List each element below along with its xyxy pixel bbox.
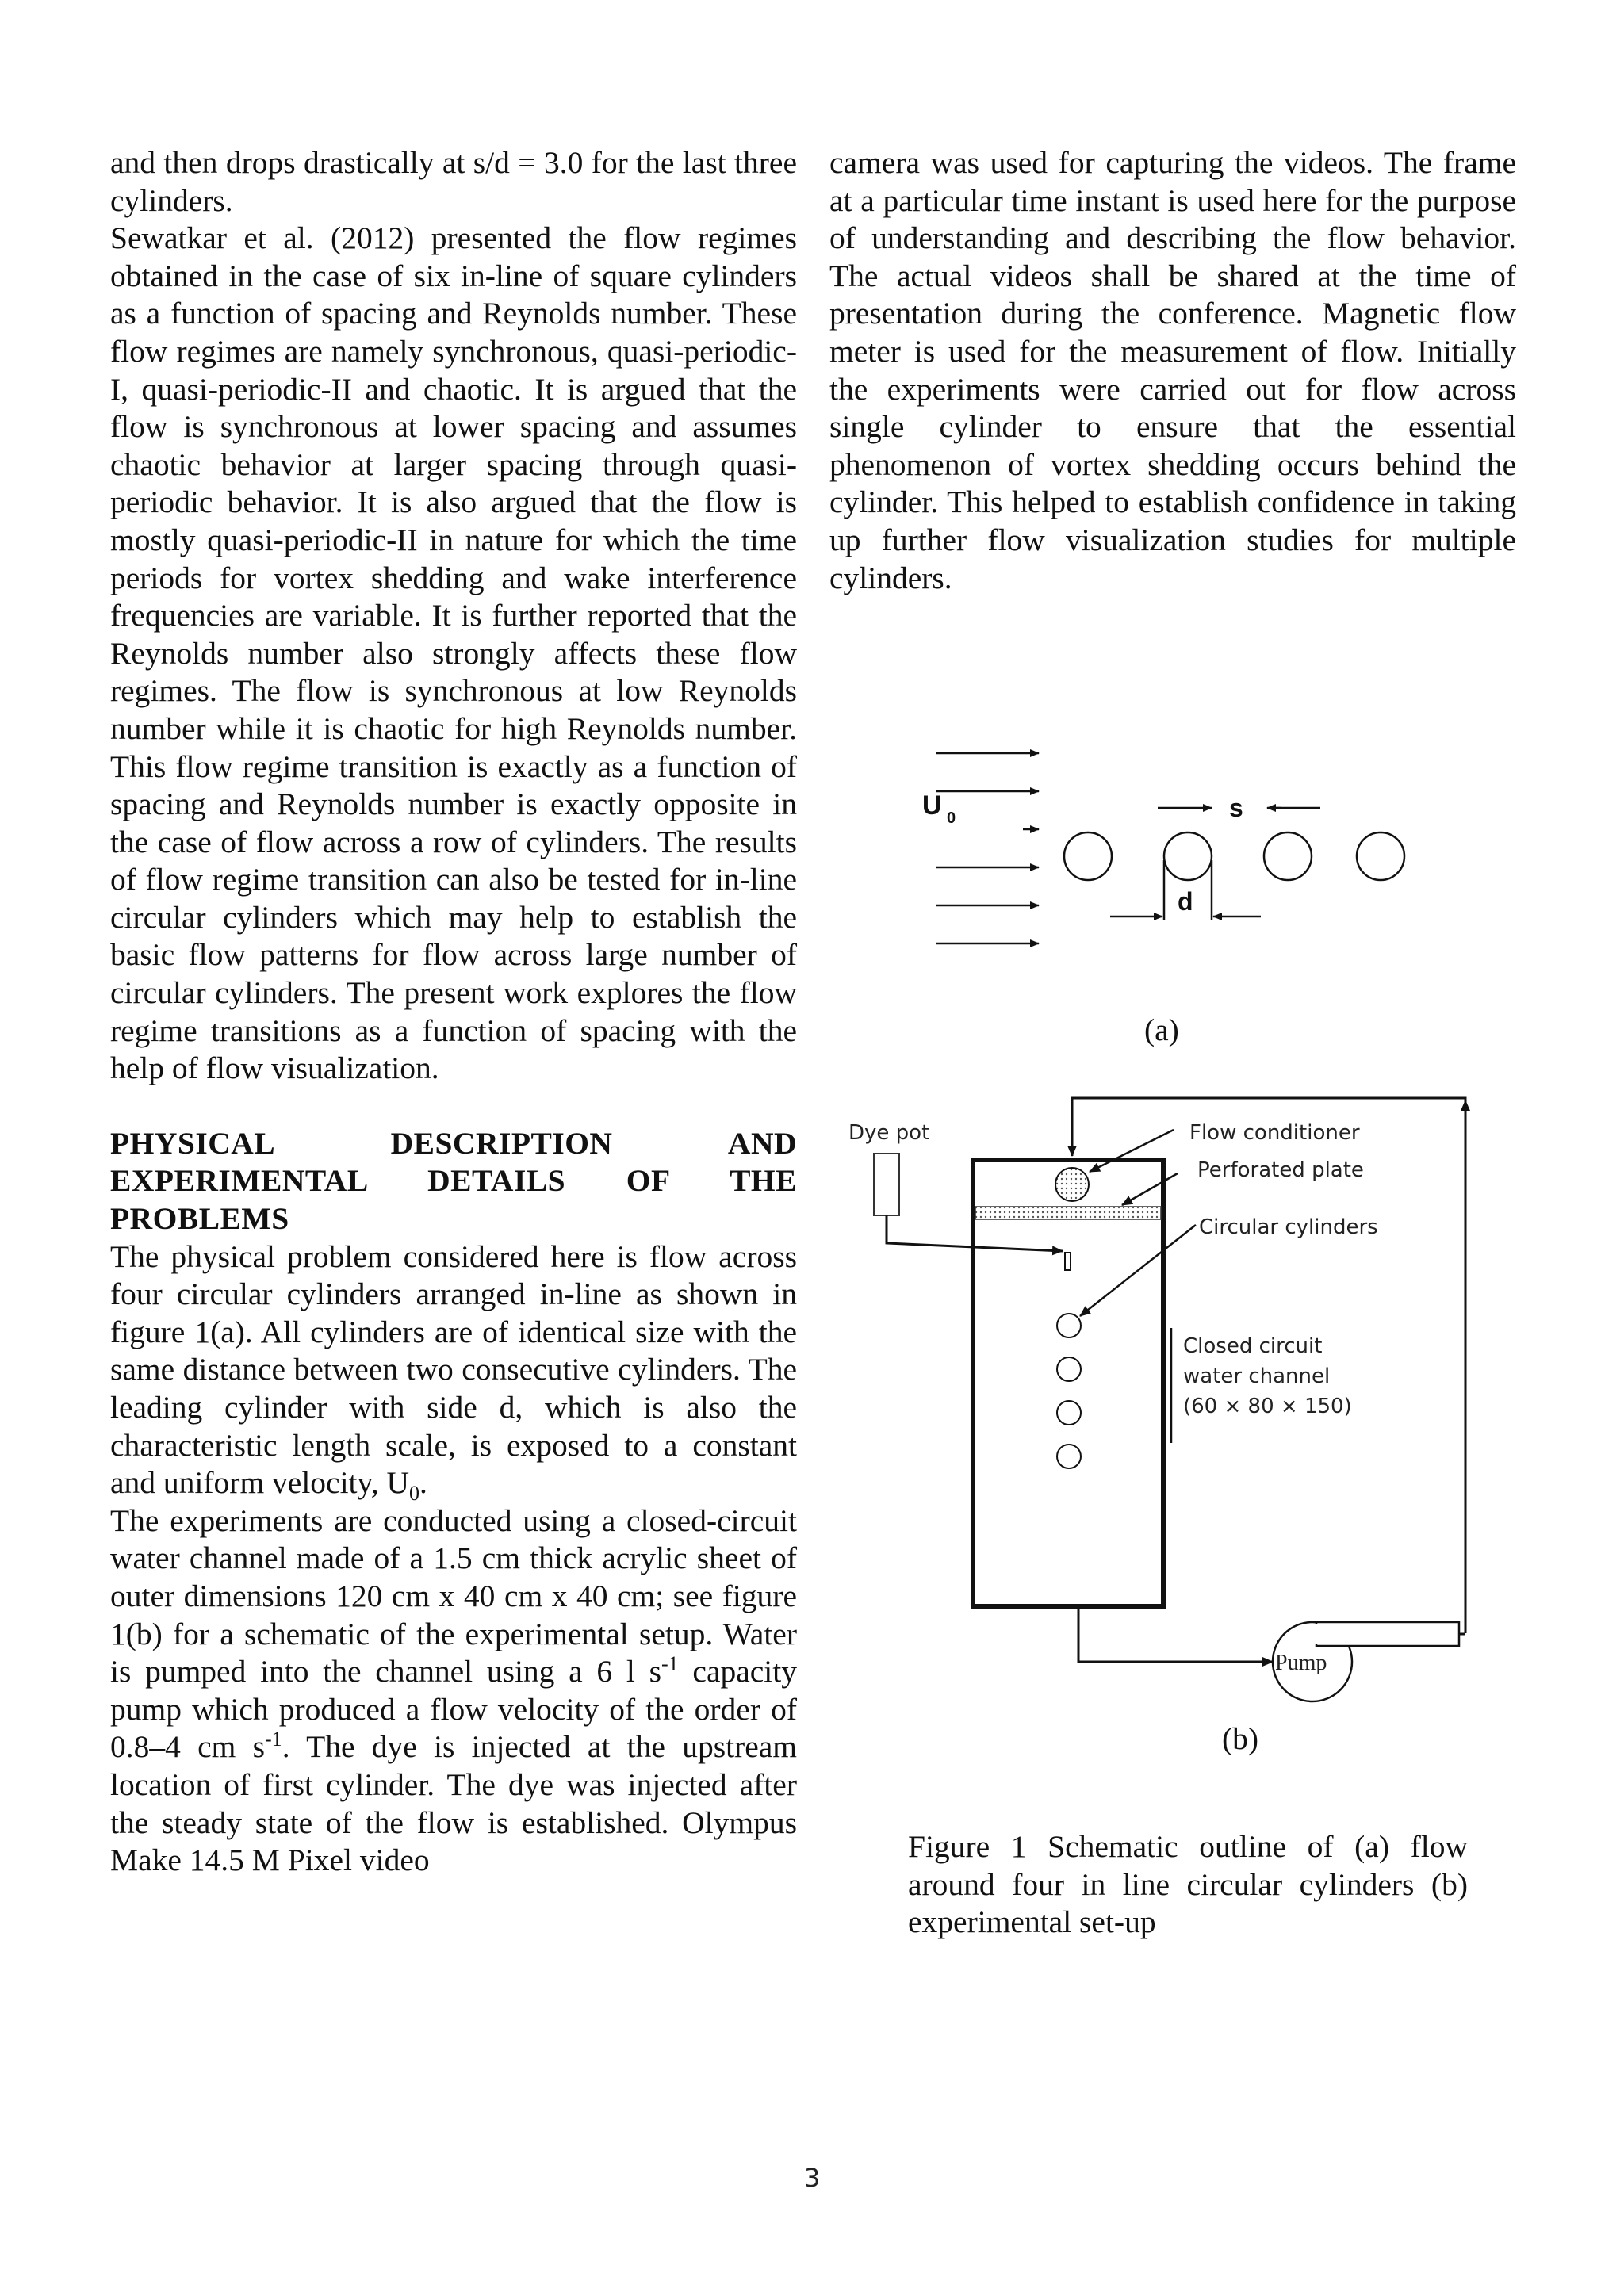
- paragraph-intro-end: and then drops drastically at s/d = 3.0 for the last three cylinders.: [110, 145, 797, 218]
- cylinder-1: [1064, 832, 1112, 880]
- leader-arrows: [1080, 1130, 1196, 1443]
- figure-1a-cylinders-schematic: [912, 729, 1451, 983]
- paragraph-experiments: The experiments are conducted using a closed-circuit water channel made of a 1.5 cm thick acrylic sheet of outer dimensions 120 cm x 40 cm x 40 cm; see figure 1(b) for a schematic of the experimental setup. Water is pumped into the channel using a 6 l $s^{-1}$ capacity pump which produced a flow velocity of the order of 0.8–4 cm $s^{-1}$. The dye is injected at the upstream location of first cylinder. The dye was injected after the steady state of the flow is established. Olympus Make 14.5 M Pixel video: [110, 1502, 798, 1878]
- left-column: [110, 144, 797, 1880]
- cylinders: [1064, 832, 1404, 880]
- outlet-pipe: [1078, 1606, 1273, 1662]
- d-label: d: [1178, 887, 1193, 916]
- paragraph-physical-problem: The physical problem considered here is flow across four circular cylinders arranged in-line as shown in figure 1(a). All cylinders are of identical size with the same distance between two consecutive cylinders. The leading cylinder with side d, which is also the characteristic length scale, is exposed to a constant and uniform velocity, $U_0$.: [110, 1238, 797, 1506]
- channel-label-line-1: Closed circuit: [1183, 1334, 1323, 1358]
- cylinder-4: [1357, 832, 1404, 880]
- channel-label-line-3: (60 × 80 × 150): [1183, 1395, 1352, 1418]
- water-channel: [973, 1160, 1163, 1606]
- circular-cylinders-label: Circular cylinders: [1199, 1215, 1378, 1239]
- u0-subscript: 0: [947, 809, 956, 827]
- heading-line-3: PROBLEMS: [110, 1201, 289, 1237]
- cylinder-2: [1164, 832, 1212, 880]
- u0-label: U: [922, 790, 942, 821]
- perforated-plate: [975, 1207, 1161, 1219]
- s-label: s: [1229, 794, 1243, 822]
- pump-outlet: [1316, 1622, 1459, 1646]
- flow-conditioner: [1055, 1168, 1089, 1201]
- section-heading: [110, 1125, 797, 1238]
- channel-label-line-2: water channel: [1183, 1364, 1331, 1388]
- heading-line-1: PHYSICAL DESCRIPTION AND: [110, 1125, 797, 1161]
- figure-1a-sublabel: (a): [1144, 1012, 1179, 1047]
- pump-label: Pump: [1275, 1651, 1327, 1675]
- right-column: [829, 144, 1516, 597]
- flow-conditioner-label: Flow conditioner: [1189, 1121, 1360, 1145]
- paragraph-sewatkar: Sewatkar et al. (2012) presented the flow regimes obtained in the case of six in-line of square cylinders as a function of spacing and Reynolds number. These flow regimes are namely synchronous, quasi-periodic-I, quasi-periodic-II and chaotic. It is argued that the flow is synchronous at lower spacing and assumes chaotic behavior at larger spacing through quasi-periodic behavior. It is also argued that the flow is mostly quasi-periodic-II in nature for which the time periods for vortex shedding and wake interference frequencies are variable. It is further reported that the Reynolds number also strongly affects these flow regimes. The flow is synchronous at low Reynolds number while it is chaotic for high Reynolds number. This flow regime transition is exactly as a function of spacing and Reynolds number is exactly opposite in the case of flow across a row of cylinders. The results of flow regime transition can also be tested for in-line circular cylinders which may help to establish the basic flow patterns for flow across large number of circular cylinders. The present work explores the flow regime transitions as a function of spacing with the help of flow visualization.: [110, 220, 797, 1086]
- paragraph-camera: camera was used for capturing the videos. The frame at a particular time instant is used here for the purpose of understanding and describing the flow behavior. The actual videos shall be shared at the time of presentation during the conference. Magnetic flow meter is used for the measurement of flow. Initially the experiments were carried out for flow across single cylinder to ensure that the essential phenomenon of vortex shedding occurs behind the cylinder. This helped to establish confidence in taking up further flow visualization studies for multiple cylinders.: [829, 145, 1516, 595]
- page-number: 3: [804, 2163, 821, 2193]
- figure-1b-experimental-setup: [841, 1086, 1475, 1705]
- heading-line-2: EXPERIMENTAL DETAILS OF THE: [110, 1163, 797, 1199]
- dye-pot: [874, 1154, 899, 1215]
- inflow-arrows: [936, 753, 1039, 943]
- perforated-plate-label: Perforated plate: [1197, 1158, 1364, 1182]
- channel-cylinders: [1057, 1314, 1081, 1468]
- cylinder-3: [1264, 832, 1312, 880]
- figure-caption: Figure 1 Schematic outline of (a) flow around four in line circular cylinders (b) experimental set-up: [908, 1829, 1468, 1940]
- dye-pot-label: Dye pot: [848, 1121, 930, 1145]
- figure-1b-sublabel: (b): [1222, 1721, 1259, 1756]
- dye-injector: [1065, 1253, 1071, 1270]
